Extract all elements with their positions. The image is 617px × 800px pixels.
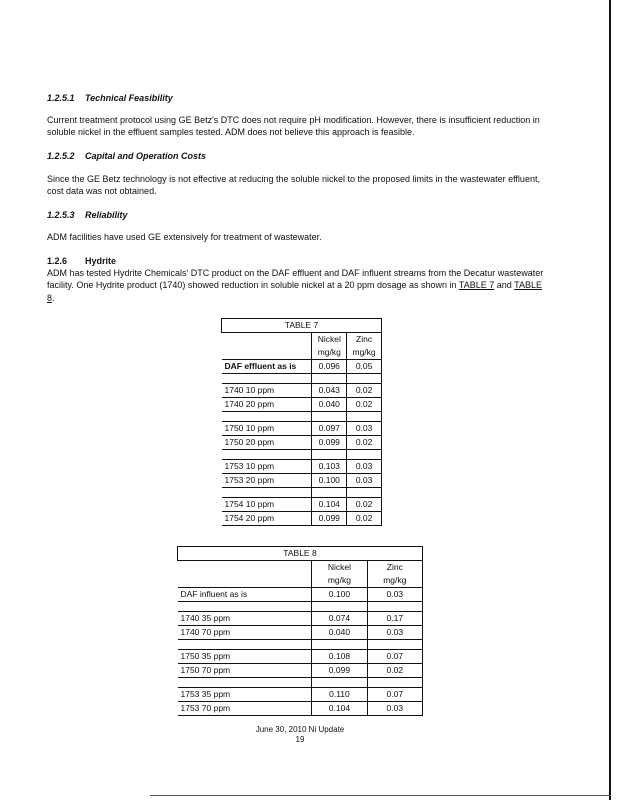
table8-col-nickel: Nickel bbox=[312, 561, 367, 575]
table7-unit-zinc: mg/kg bbox=[347, 346, 382, 360]
table8-unit-nickel: mg/kg bbox=[312, 574, 367, 588]
table7-unit-nickel: mg/kg bbox=[312, 346, 347, 360]
table-row: 1740 20 ppm 0.040 0.02 bbox=[222, 398, 382, 412]
table-8 bbox=[177, 546, 423, 716]
table7-col-zinc: Zinc bbox=[347, 333, 382, 347]
table-row: 1750 35 ppm 0.108 0.07 bbox=[178, 650, 423, 664]
section-body-hydrite: ADM has tested Hydrite Chemicals' DTC product on the DAF effluent and DAF influent streams from the Decatur wastewater facility. One Hydrite product (1740) showed reduction in soluble nickel at a 20 ppm dosage as shown in TABLE 7 and TABLE 8. bbox=[47, 268, 544, 303]
table-row: 1754 20 ppm 0.099 0.02 bbox=[222, 512, 382, 526]
table-row: DAF influent as is 0.100 0.03 bbox=[178, 588, 423, 602]
table-7 bbox=[221, 318, 382, 526]
table-row: DAF effluent as is 0.096 0.05 bbox=[222, 360, 382, 374]
document-body bbox=[47, 92, 547, 304]
section-body-technical-feasibility: Current treatment protocol using GE Betz's DTC does not require pH modification. However, there is insufficient reduction in soluble nickel in the effluent samples tested. ADM does not believe this approach is feasible. bbox=[47, 115, 540, 138]
section-heading-technical-feasibility: 1.2.5.1 Technical Feasibility bbox=[47, 93, 173, 103]
table8-col-zinc: Zinc bbox=[367, 561, 422, 575]
table7-col-nickel: Nickel bbox=[312, 333, 347, 347]
table8-link[interactable]: TABLE 8 bbox=[47, 280, 542, 303]
table7-link[interactable]: TABLE 7 bbox=[458, 280, 495, 291]
section-heading-capital-costs: 1.2.5.2 Capital and Operation Costs bbox=[47, 151, 207, 162]
table-row: 1740 35 ppm 0.074 0.17 bbox=[178, 612, 423, 626]
page-number: 19 bbox=[295, 735, 305, 745]
page-edge-bottom bbox=[150, 795, 611, 796]
table7-title: TABLE 7 bbox=[222, 319, 382, 333]
page-edge-right bbox=[609, 0, 611, 800]
table-row: 1753 10 ppm 0.103 0.03 bbox=[222, 460, 382, 474]
section-heading-hydrite: 1.2.6 Hydrite bbox=[47, 256, 117, 267]
table-row: 1753 20 ppm 0.100 0.03 bbox=[222, 474, 382, 488]
page-footer bbox=[0, 725, 600, 746]
table-row: 1753 70 ppm 0.104 0.03 bbox=[178, 702, 423, 716]
table-row: 1750 70 ppm 0.099 0.02 bbox=[178, 664, 423, 678]
table-row: 1750 10 ppm 0.097 0.03 bbox=[222, 422, 382, 436]
footer-date: June 30, 2010 Ni Update bbox=[255, 725, 345, 734]
section-body-capital-costs: Since the GE Betz technology is not effective at reducing the soluble nickel to the proposed limits in the wastewater effluent, cost data was not obtained. bbox=[47, 173, 540, 196]
table-row: 1740 70 ppm 0.040 0.03 bbox=[178, 626, 423, 640]
table-row: 1750 20 ppm 0.099 0.02 bbox=[222, 436, 382, 450]
table8-unit-zinc: mg/kg bbox=[367, 574, 422, 588]
table-row: 1753 35 ppm 0.110 0.07 bbox=[178, 688, 423, 702]
section-heading-reliability: 1.2.5.3 Reliability bbox=[47, 209, 128, 220]
table-row: 1740 10 ppm 0.043 0.02 bbox=[222, 384, 382, 398]
table-row: 1754 10 ppm 0.104 0.02 bbox=[222, 498, 382, 512]
table8-title: TABLE 8 bbox=[178, 547, 423, 561]
section-body-reliability: ADM facilities have used GE extensively for treatment of wastewater. bbox=[47, 231, 322, 242]
